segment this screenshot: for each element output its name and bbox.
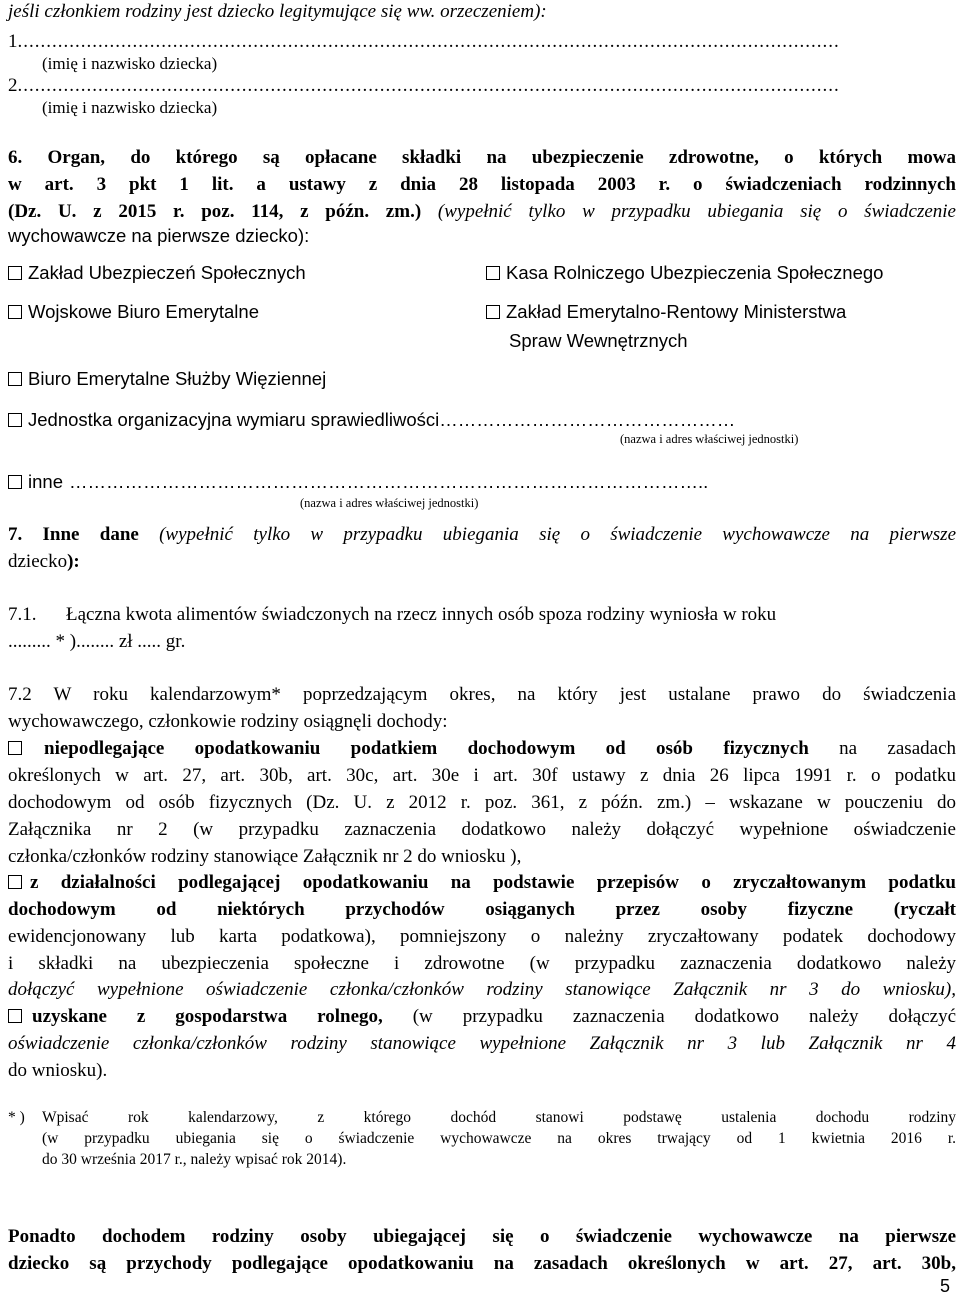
income-option-3-l3: do wniosku). <box>8 1060 108 1081</box>
child-caption-2: (imię i nazwisko dziecka) <box>42 98 218 117</box>
checkbox[interactable] <box>486 266 500 280</box>
income-option-2-l5: dołączyć wypełnione oświadczenie członka/członków rodziny stanowiące Załącznik nr 3 do wniosku), <box>8 979 956 1000</box>
income-option-1-l3: dochodowym od osób fizycznych (Dz. U. z 2012 r. poz. 361, z późn. zm.) – wskazane w pouczeniu do <box>8 792 956 813</box>
item72-line2: wychowawczego, członkowie rodziny osiągnęli dochody: <box>8 711 448 732</box>
income-option-2-l3: ewidencjonowany lub karta podatkowa), pomniejszony o należny zryczałtowany podatek dochodowy <box>8 926 956 947</box>
closing-line2: dziecko są przychody podlegające opodatkowaniu na zasadach określonych w art. 27, art. 30b, <box>8 1253 956 1274</box>
child-caption-1: (imię i nazwisko dziecka) <box>42 54 218 73</box>
section7-heading-line2: dziecko): <box>8 551 80 572</box>
option-zer-line2: Spraw Wewnętrznych <box>509 330 688 351</box>
income-option-1-l5: członka/członków rodziny stanowiące Załącznik nr 2 do wniosku ), <box>8 846 522 867</box>
footnote-marker: * ) <box>8 1109 25 1126</box>
option-jednostka[interactable]: Jednostka organizacyjna wymiaru sprawiedliwości………………………………………… <box>8 408 735 432</box>
footnote-line3: do 30 września 2017 r., należy wpisać rok 2014). <box>42 1151 347 1168</box>
option-zer[interactable]: Zakład Emerytalno-Rentowy Ministerstwa <box>486 300 846 324</box>
checkbox[interactable] <box>8 305 22 319</box>
footnote-line2: (w przypadku ubiegania się o świadczenie wychowawcze na okres trwający od 1 kwietnia 2016 r. <box>42 1130 956 1147</box>
income-option-2-l2: dochodowym od niektórych przychodów osiąganych przez osoby fizyczne (ryczałt <box>8 899 956 920</box>
income-option-2-l4: i składki na ubezpieczenia społeczne i zdrowotne (w przypadku zaznaczenia dodatkowo należy <box>8 953 956 974</box>
option-inne[interactable]: inne ………………………………………………………………………………………….. <box>8 470 708 494</box>
closing-line1: Ponadto dochodem rodziny osoby ubiegającej się o świadczenie wychowawcze na pierwsze <box>8 1226 956 1247</box>
checkbox[interactable] <box>8 741 22 755</box>
jednostka-caption: (nazwa i adres właściwej jednostki) <box>620 432 799 446</box>
section6-line2: w art. 3 pkt 1 lit. a ustawy z dnia 28 listopada 2003 r. o świadczeniach rodzinnych <box>8 174 956 195</box>
item71-line2: ......... * )........ zł ..... gr. <box>8 631 186 652</box>
page-number: 5 <box>939 1276 950 1296</box>
intro-line: jeśli członkiem rodziny jest dziecko legitymujące się ww. orzeczeniem): <box>8 1 547 22</box>
child-entry-2: 2............................................................................................................................................... <box>8 75 840 96</box>
item71-number: 7.1. <box>8 604 37 625</box>
child-entry-1: 1............................................................................................................................................... <box>8 31 840 52</box>
section6-line1: 6. Organ, do którego są opłacane składki na ubezpieczenie zdrowotne, o których mowa <box>8 147 956 168</box>
item71-text: Łączna kwota alimentów świadczonych na rzecz innych osób spoza rodziny wyniosła w roku <box>66 604 777 625</box>
income-option-1-l2: określonych w art. 27, art. 30b, art. 30c, art. 30e i art. 30f ustawy z dnia 26 lipca 1991 r. o podatku <box>8 765 956 786</box>
checkbox[interactable] <box>8 1009 22 1023</box>
option-krus[interactable]: Kasa Rolniczego Ubezpieczenia Społecznego <box>486 261 883 285</box>
section6-line4: wychowawcze na pierwsze dziecko): <box>8 225 310 246</box>
income-option-2[interactable]: z działalności podlegającej opodatkowaniu na podstawie przepisów o zryczałtowanym podatku <box>8 871 956 895</box>
section7-heading: 7. Inne dane (wypełnić tylko w przypadku ubiegania się o świadczenie wychowawcze na pierwsze <box>8 524 956 545</box>
checkbox[interactable] <box>8 875 22 889</box>
option-besw[interactable]: Biuro Emerytalne Służby Więziennej <box>8 367 326 391</box>
checkbox[interactable] <box>486 305 500 319</box>
section6-line3: (Dz. U. z 2015 r. poz. 114, z późn. zm.) (wypełnić tylko w przypadku ubiegania się o świadczenie <box>8 201 956 222</box>
income-option-3[interactable]: uzyskane z gospodarstwa rolnego, (w przypadku zaznaczenia dodatkowo należy dołączyć <box>8 1005 956 1029</box>
income-option-1[interactable]: niepodlegające opodatkowaniu podatkiem dochodowym od osób fizycznych na zasadach <box>8 737 956 761</box>
checkbox[interactable] <box>8 266 22 280</box>
footnote-line1: Wpisać rok kalendarzowy, z którego dochód stanowi podstawę ustalenia dochodu rodziny <box>42 1109 956 1126</box>
income-option-3-l2: oświadczenie członka/członków rodziny stanowiące wypełnione Załącznik nr 3 lub Załącznik nr 4 <box>8 1033 956 1054</box>
inne-caption: (nazwa i adres właściwej jednostki) <box>300 496 479 510</box>
checkbox[interactable] <box>8 475 22 489</box>
checkbox[interactable] <box>8 372 22 386</box>
option-zus[interactable]: Zakład Ubezpieczeń Społecznych <box>8 261 306 285</box>
checkbox[interactable] <box>8 413 22 427</box>
income-option-1-l4: Załącznika nr 2 (w przypadku zaznaczenia dodatkowo należy dołączyć wypełnione oświadczenie <box>8 819 956 840</box>
option-wbe[interactable]: Wojskowe Biuro Emerytalne <box>8 300 259 324</box>
item72-line1: 7.2 W roku kalendarzowym* poprzedzającym okres, na który jest ustalane prawo do świadczenia <box>8 684 956 705</box>
